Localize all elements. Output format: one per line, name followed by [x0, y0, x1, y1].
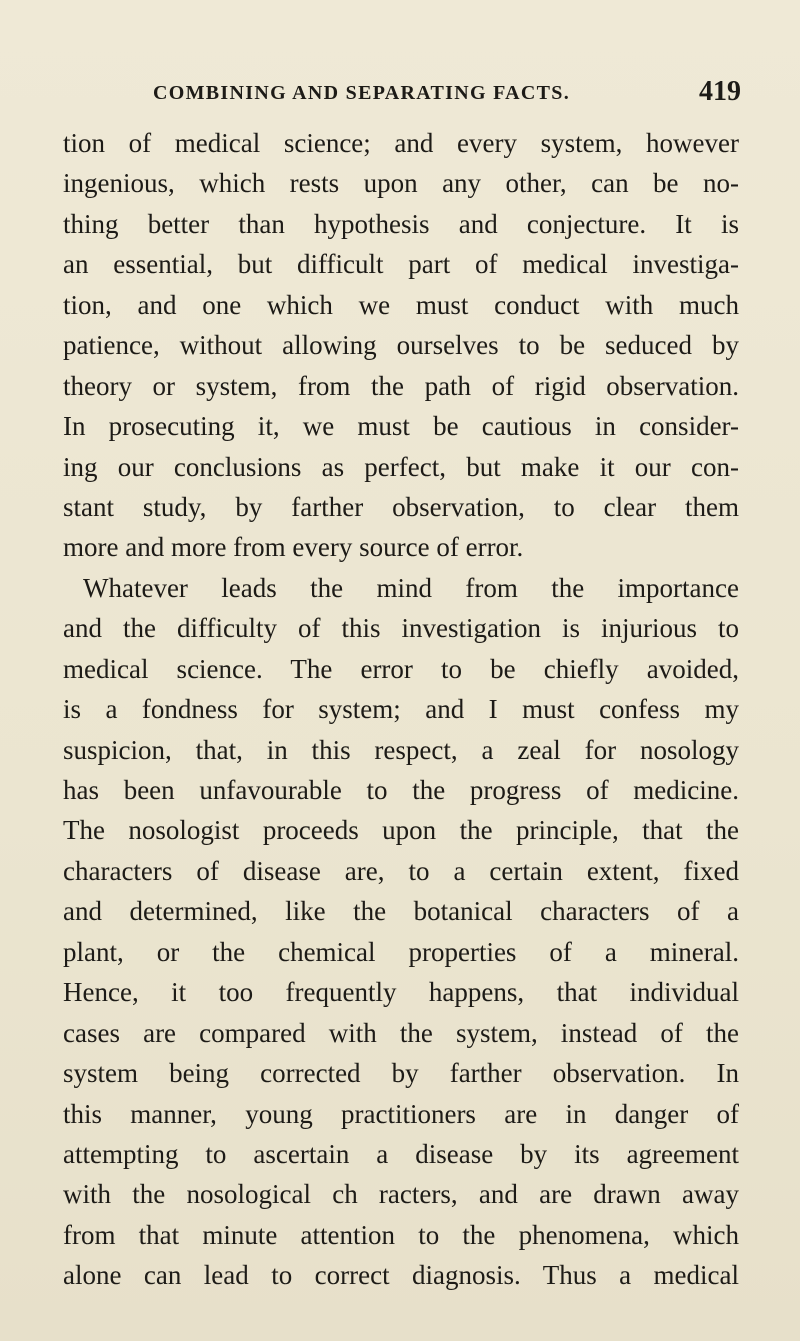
text-line: cases are compared with the system, instead of the: [63, 1017, 739, 1048]
text-line: alone can lead to correct diagnosis. Thus a medical: [63, 1260, 739, 1291]
text-line: this manner, young practitioners are in danger of: [63, 1098, 739, 1129]
text-line: patience, without allowing ourselves to be seduced by: [63, 330, 739, 361]
text-line: is a fondness for system; and I must confess my: [63, 694, 739, 725]
text-line: suspicion, that, in this respect, a zeal for nosology: [63, 734, 739, 765]
text-line: Hence, it too frequently happens, that individual: [63, 977, 739, 1008]
text-line: tion of medical science; and every system, however: [63, 128, 739, 158]
text-line: attempting to ascertain a disease by its agreement: [63, 1138, 739, 1169]
page-number: 419: [699, 76, 741, 107]
text-line: ing our conclusions as perfect, but make it our con-: [63, 451, 739, 482]
text-line: has been unfavourable to the progress of medicine.: [63, 775, 739, 805]
page-header: [153, 76, 741, 110]
text-line: theory or system, from the path of rigid observation.: [63, 370, 739, 401]
text-line: with the nosological ch racters, and are drawn away: [63, 1179, 739, 1210]
body-text: [63, 123, 739, 1296]
text-line: and the difficulty of this investigation is injurious to: [63, 613, 739, 644]
text-line: and determined, like the botanical characters of a: [63, 896, 739, 927]
text-line: from that minute attention to the phenomena, which: [63, 1219, 739, 1250]
text-line: thing better than hypothesis and conjecture. It is: [63, 208, 739, 239]
text-line: tion, and one which we must conduct with much: [63, 289, 739, 320]
paragraph-start-line: Whatever leads the mind from the importance: [83, 572, 739, 603]
text-line: characters of disease are, to a certain extent, fixed: [63, 855, 739, 886]
text-line: an essential, but difficult part of medical investiga-: [63, 249, 739, 280]
text-line: plant, or the chemical properties of a mineral.: [63, 936, 739, 967]
running-head: COMBINING AND SEPARATING FACTS.: [153, 82, 570, 104]
text-line: system being corrected by farther observation. In: [63, 1058, 739, 1089]
text-line: stant study, by farther observation, to clear them: [63, 491, 739, 522]
text-line: The nosologist proceeds upon the principle, that the: [63, 815, 739, 846]
text-line: In prosecuting it, we must be cautious in consider-: [63, 411, 739, 442]
text-line: ingenious, which rests upon any other, can be no-: [63, 168, 739, 199]
paragraph-end-line: more and more from every source of error.: [63, 532, 524, 563]
text-line: medical science. The error to be chiefly avoided,: [63, 653, 739, 684]
